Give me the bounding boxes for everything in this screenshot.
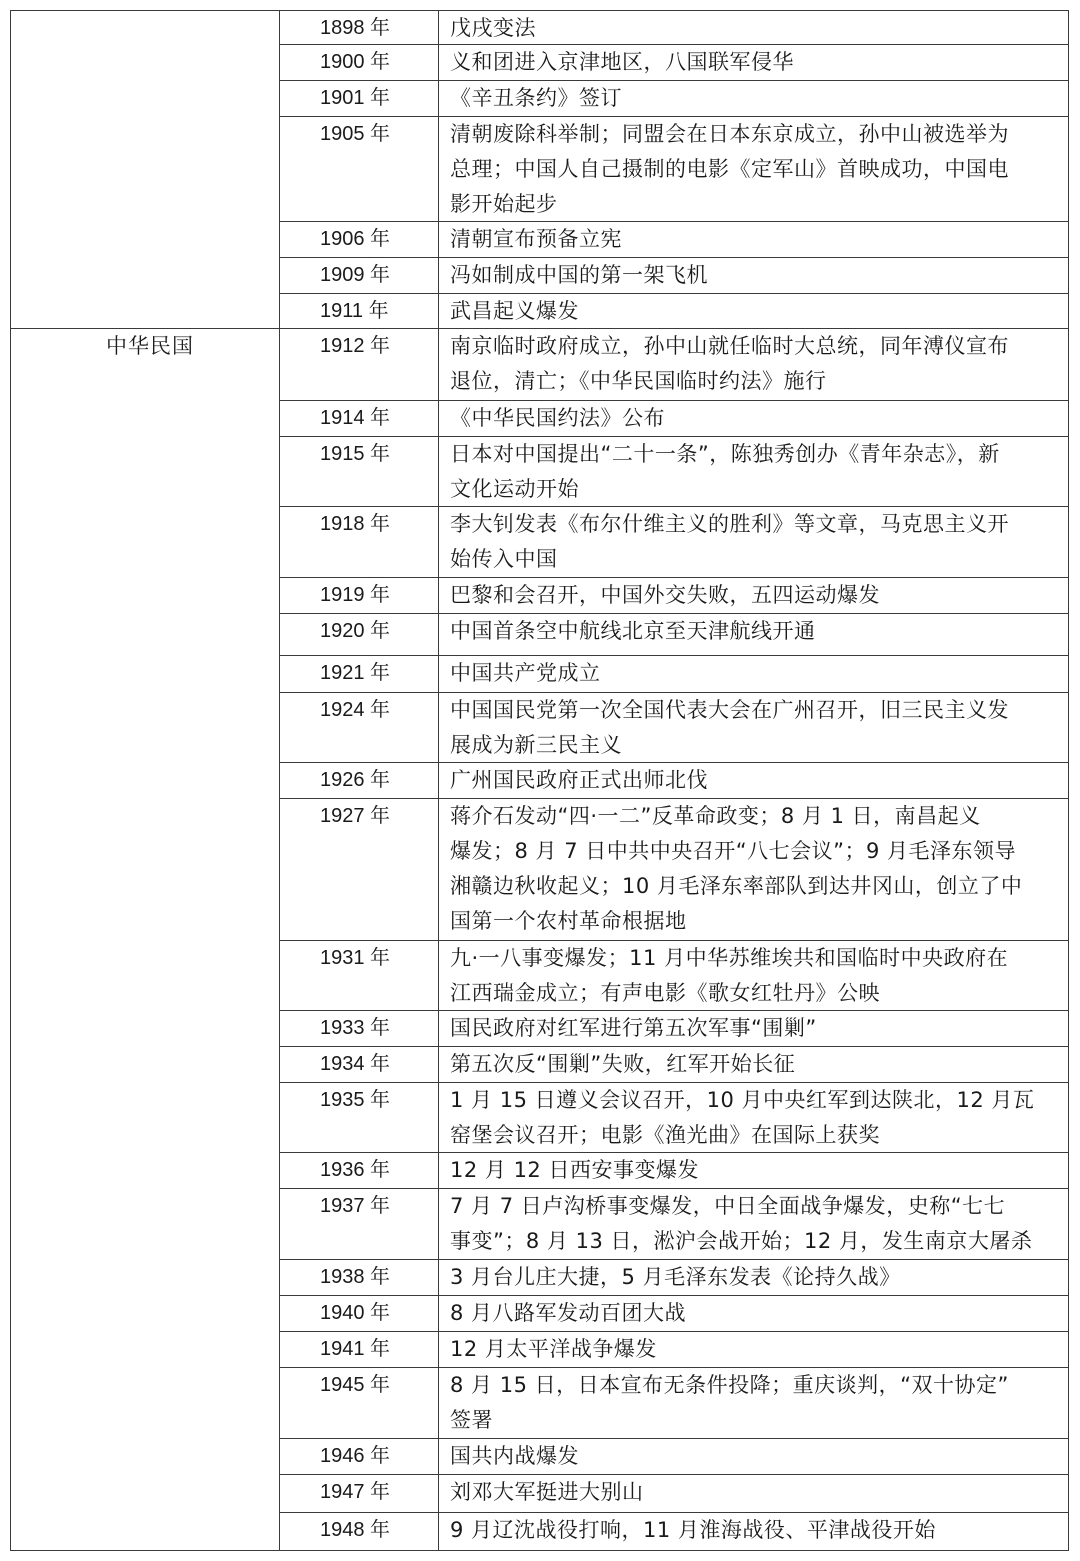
event-description-line: 蒋介石发动“四·一二”反革命政变；8 月 1 日，南昌起义 — [450, 804, 981, 828]
event-description-line: 展成为新三民主义 — [450, 733, 622, 757]
year-cell: 1933 年 — [320, 1017, 391, 1039]
row-border — [279, 80, 1069, 81]
year-cell: 1946 年 — [320, 1445, 391, 1467]
year-cell: 1909 年 — [320, 264, 391, 286]
year-cell: 1915 年 — [320, 443, 391, 465]
year-cell: 1931 年 — [320, 947, 391, 969]
event-description-line: 国共内战爆发 — [450, 1444, 579, 1468]
event-description-line: 清朝宣布预备立宪 — [450, 227, 622, 251]
event-description-line: 清朝废除科举制；同盟会在日本东京成立，孙中山被选举为 — [450, 122, 1009, 146]
event-description-line: 签署 — [450, 1408, 493, 1432]
year-cell: 1921 年 — [320, 662, 391, 684]
year-cell: 1941 年 — [320, 1338, 391, 1360]
event-description-line: 始传入中国 — [450, 547, 558, 571]
year-cell: 1926 年 — [320, 769, 391, 791]
row-border — [279, 1474, 1069, 1475]
event-description-line: 广州国民政府正式出师北伐 — [450, 768, 708, 792]
year-cell: 1945 年 — [320, 1374, 391, 1396]
year-cell: 1947 年 — [320, 1481, 391, 1503]
event-description-line: 退位，清亡；《中华民国临时约法》施行 — [450, 369, 827, 393]
year-cell: 1920 年 — [320, 620, 391, 642]
column-border — [438, 10, 439, 1551]
event-description-line: 戊戌变法 — [450, 16, 536, 40]
year-cell: 1912 年 — [320, 335, 391, 357]
event-description-line: 李大钊发表《布尔什维主义的胜利》等文章，马克思主义开 — [450, 512, 1009, 536]
event-description-line: 第五次反“围剿”失败，红军开始长征 — [450, 1052, 796, 1076]
year-cell: 1938 年 — [320, 1266, 391, 1288]
event-description-line: 8 月八路军发动百团大战 — [450, 1301, 687, 1325]
event-description-line: 12 月 12 日西安事变爆发 — [450, 1158, 699, 1182]
year-cell: 1905 年 — [320, 123, 391, 145]
event-description-line: 冯如制成中国的第一架飞机 — [450, 263, 708, 287]
event-description-line: 南京临时政府成立，孙中山就任临时大总统，同年溥仪宣布 — [450, 334, 1009, 358]
event-description-line: 影开始起步 — [450, 192, 558, 216]
event-description-line: 中国首条空中航线北京至天津航线开通 — [450, 619, 816, 643]
event-description-line: 爆发；8 月 7 日中共中央召开“八七会议”；9 月毛泽东领导 — [450, 839, 1017, 863]
event-description-line: 总理；中国人自己摄制的电影《定军山》首映成功，中国电 — [450, 157, 1009, 181]
event-description-line: 义和团进入京津地区，八国联军侵华 — [450, 50, 794, 74]
event-description-line: 中国共产党成立 — [450, 661, 601, 685]
row-border — [279, 293, 1069, 294]
row-border — [10, 10, 1069, 11]
event-description-line: 湘赣边秋收起义；10 月毛泽东率部队到达井冈山，创立了中 — [450, 874, 1023, 898]
event-description-line: 武昌起义爆发 — [450, 299, 579, 323]
year-cell: 1919 年 — [320, 584, 391, 606]
year-cell: 1927 年 — [320, 805, 391, 827]
era-label: 中华民国 — [106, 334, 194, 358]
year-cell: 1936 年 — [320, 1159, 391, 1181]
column-border — [10, 10, 11, 1551]
year-cell: 1914 年 — [320, 407, 391, 429]
row-border — [279, 655, 1069, 656]
event-description-line: 《辛丑条约》签订 — [450, 86, 622, 110]
year-cell: 1934 年 — [320, 1053, 391, 1075]
year-cell: 1940 年 — [320, 1302, 391, 1324]
event-description-line: 9 月辽沈战役打响，11 月淮海战役、平津战役开始 — [450, 1518, 936, 1542]
column-border — [279, 10, 280, 1551]
row-border — [279, 1331, 1069, 1332]
year-cell: 1898 年 — [320, 17, 391, 39]
event-description-line: 刘邓大军挺进大别山 — [450, 1480, 644, 1504]
event-description-line: 日本对中国提出“二十一条”，陈独秀创办《青年杂志》，新 — [450, 442, 1000, 466]
event-description-line: 文化运动开始 — [450, 477, 579, 501]
event-description-line: 7 月 7 日卢沟桥事变爆发，中日全面战争爆发，史称“七七 — [450, 1194, 1006, 1218]
row-border — [10, 1550, 1069, 1551]
year-cell: 1900 年 — [320, 51, 391, 73]
row-border — [279, 1438, 1069, 1439]
year-cell: 1911 年 — [320, 300, 389, 322]
year-cell: 1948 年 — [320, 1519, 391, 1541]
event-description-line: 1 月 15 日遵义会议召开，10 月中央红军到达陕北，12 月瓦 — [450, 1088, 1035, 1112]
event-description-line: 国第一个农村革命根据地 — [450, 909, 687, 933]
event-description-line: 国民政府对红军进行第五次军事“围剿” — [450, 1016, 817, 1040]
event-description-line: 巴黎和会召开，中国外交失败，五四运动爆发 — [450, 583, 880, 607]
row-border — [279, 221, 1069, 222]
event-description-line: 九·一八事变爆发；11 月中华苏维埃共和国临时中央政府在 — [450, 946, 1009, 970]
row-border — [279, 400, 1069, 401]
year-cell: 1918 年 — [320, 513, 391, 535]
event-description-line: 事变”；8 月 13 日，淞沪会战开始；12 月，发生南京大屠杀 — [450, 1229, 1033, 1253]
year-cell: 1906 年 — [320, 228, 391, 250]
column-border — [1068, 10, 1069, 1551]
event-description-line: 窑堡会议召开；电影《渔光曲》在国际上获奖 — [450, 1123, 880, 1147]
year-cell: 1924 年 — [320, 699, 391, 721]
event-description-line: 中国国民党第一次全国代表大会在广州召开，旧三民主义发 — [450, 698, 1009, 722]
event-description-line: 《中华民国约法》公布 — [450, 406, 665, 430]
event-description-line: 8 月 15 日，日本宣布无条件投降；重庆谈判，“双十协定” — [450, 1373, 1009, 1397]
year-cell: 1901 年 — [320, 87, 391, 109]
year-cell: 1935 年 — [320, 1089, 391, 1111]
event-description-line: 3 月台儿庄大捷，5 月毛泽东发表《论持久战》 — [450, 1265, 901, 1289]
year-cell: 1937 年 — [320, 1195, 391, 1217]
event-description-line: 12 月太平洋战争爆发 — [450, 1337, 657, 1361]
event-description-line: 江西瑞金成立；有声电影《歌女红牡丹》公映 — [450, 981, 880, 1005]
